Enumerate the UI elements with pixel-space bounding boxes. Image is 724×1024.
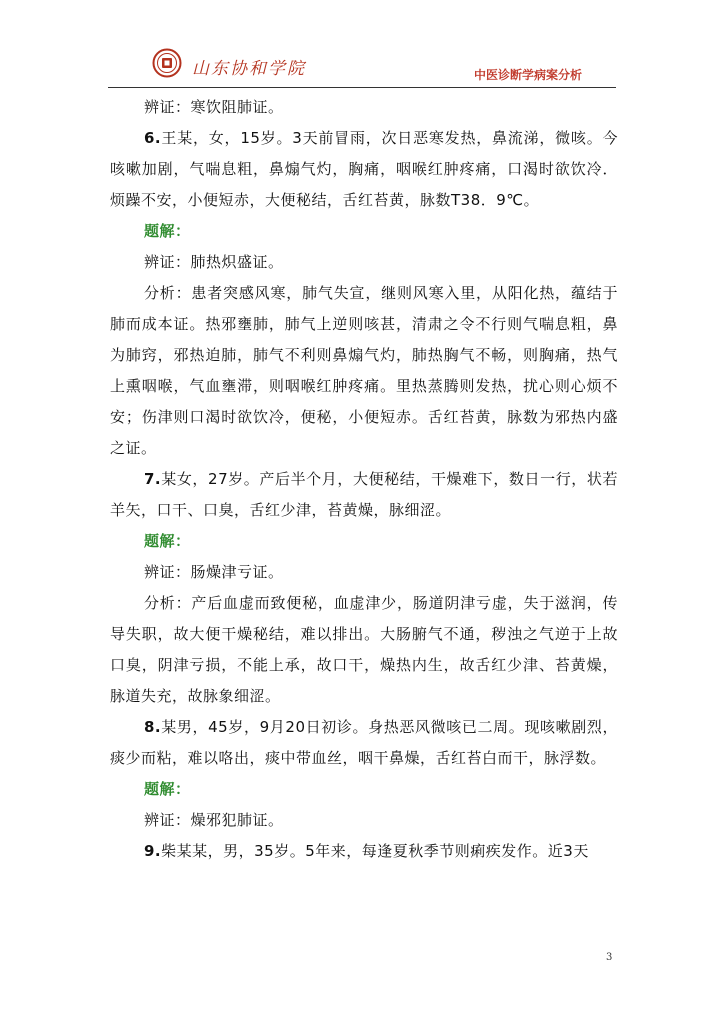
answer-heading: 题解：	[144, 532, 191, 550]
text-paragraph: 辨证：肠燥津亏证。	[144, 563, 284, 581]
college-logo-icon	[152, 48, 182, 78]
text-paragraph: 分析：患者突感风寒，肺气失宣，继则风寒入里，从阳化热，蕴结于肺而成本证。热邪壅肺，肺气上逆则咳甚，清肃之令不行则气喘息粗，鼻为肺窍，邪热迫肺，肺气不利则鼻煽气灼，肺热胸气不畅，则胸痛，热气上熏咽喉，气血壅滞，则咽喉红肿疼痛。里热蒸腾则发热，扰心则心烦不安；伤津则口渴时欲饮冷，便秘，小便短赤。舌红苔黄，脉数为邪热内盛之证。	[110, 284, 618, 457]
answer-heading: 题解：	[144, 222, 191, 240]
text-paragraph: 辨证：燥邪犯肺证。	[144, 811, 284, 829]
case-paragraph	[110, 464, 618, 526]
case-text: 某女，27岁。产后半个月，大便秘结，干燥难下，数日一行，状若羊矢，口干、口臭，舌红少津，苔黄燥，脉细涩。	[110, 470, 618, 519]
answer-heading: 题解：	[144, 780, 191, 798]
text-paragraph: 辨证：寒饮阻肺证。	[144, 98, 284, 116]
text-paragraph: 辨证：肺热炽盛证。	[144, 253, 284, 271]
page-header	[108, 44, 616, 88]
document-body	[110, 92, 618, 867]
case-text: 柴某某，男，35岁。5年来，每逢夏秋季节则痢疾发作。近3天	[161, 842, 589, 860]
text-paragraph: 分析：产后血虚而致便秘，血虚津少，肠道阴津亏虚，失于滋润，传导失职，故大便干燥秘结，难以排出。大肠腑气不通，秽浊之气逆于上故口臭，阴津亏损，不能上承，故口干，燥热内生，故舌红少津、苔黄燥，脉道失充，故脉象细涩。	[110, 594, 618, 705]
page-number: 3	[606, 952, 613, 963]
case-paragraph	[110, 123, 618, 216]
case-number: 9.	[144, 842, 162, 860]
case-text: 王某，女，15岁。3天前冒雨，次日恶寒发热，鼻流涕，微咳。今咳嗽加剧，气喘息粗，鼻煽气灼，胸痛，咽喉红肿疼痛，口渴时欲饮冷．烦躁不安，小便短赤，大便秘结，舌红苔黄，脉数T38．9℃。	[110, 129, 618, 209]
case-paragraph	[110, 836, 618, 867]
case-number: 7.	[144, 470, 162, 488]
case-text: 某男，45岁，9月20日初诊。身热恶风微咳已二周。现咳嗽剧烈，痰少而粘，难以咯出，痰中带血丝，咽干鼻燥，舌红苔白而干，脉浮数。	[110, 718, 618, 767]
header-title: 中医诊断学病案分析	[473, 68, 582, 82]
case-paragraph	[110, 712, 618, 774]
case-number: 8.	[144, 718, 162, 736]
school-name: 山东协和学院	[192, 59, 306, 79]
case-number: 6.	[144, 129, 162, 147]
header-divider	[108, 87, 616, 88]
